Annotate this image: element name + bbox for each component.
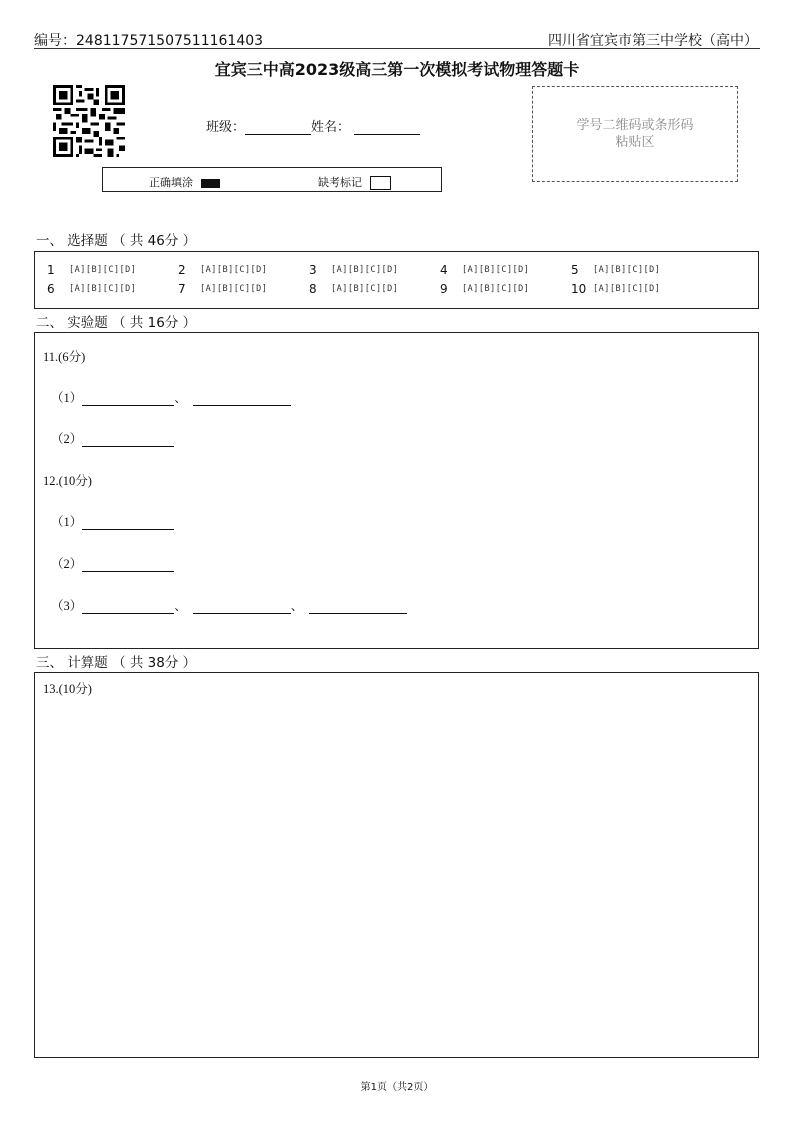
mc-number: 8 <box>309 282 317 296</box>
q11-title: 11.(6分) <box>43 350 86 364</box>
header-divider <box>34 48 760 49</box>
student-info <box>206 116 420 135</box>
q12-part1-label: （1） <box>51 515 83 529</box>
mc-number: 10 <box>571 282 587 296</box>
mc-number: 9 <box>440 282 448 296</box>
mc-number: 3 <box>309 263 317 277</box>
mc-number: 4 <box>440 263 448 277</box>
legend-absent-label: 缺考标记 <box>318 176 362 189</box>
mc-options[interactable]: [A][B][C][D] <box>331 284 399 294</box>
mc-options[interactable]: [A][B][C][D] <box>200 284 268 294</box>
filled-box-icon <box>201 179 220 188</box>
answer-blank[interactable] <box>309 599 407 614</box>
mc-question[interactable] <box>47 282 178 296</box>
class-label: 班级： <box>206 120 246 135</box>
answer-blank[interactable] <box>193 599 291 614</box>
mc-number: 2 <box>178 263 186 277</box>
barcode-line1: 学号二维码或条形码 <box>576 118 694 133</box>
q12-title: 12.(10分) <box>43 474 92 488</box>
section-choice-heading: 一、 选择题 （ 共 46分 ） <box>36 233 197 249</box>
page-footer: 第1页（共2页） <box>360 1082 434 1093</box>
mc-question[interactable] <box>47 263 178 277</box>
separator: 、 <box>290 599 304 613</box>
answer-blank[interactable] <box>82 599 174 614</box>
school-name: 四川省宜宾市第三中学校（高中） <box>548 33 758 49</box>
q12-part2 <box>51 554 174 572</box>
q12-part1 <box>51 512 174 530</box>
legend-absent <box>318 174 391 190</box>
fill-legend <box>102 167 442 192</box>
q12-part3-label: （3） <box>51 599 83 613</box>
separator: 、 <box>174 391 187 405</box>
mc-options[interactable]: [A][B][C][D] <box>593 284 661 294</box>
q11-part2 <box>51 429 174 447</box>
answer-blank[interactable] <box>193 391 291 406</box>
answer-blank[interactable] <box>82 557 174 572</box>
q12-part2-label: （2） <box>51 557 83 571</box>
answer-blank[interactable] <box>82 515 174 530</box>
absent-checkbox[interactable] <box>370 176 391 190</box>
barcode-line2: 粘贴区 <box>615 135 655 150</box>
mc-row-1 <box>47 263 702 277</box>
mc-options[interactable]: [A][B][C][D] <box>200 265 268 275</box>
experiment-box <box>34 332 759 649</box>
mc-question[interactable] <box>309 263 440 277</box>
mc-number: 5 <box>571 263 579 277</box>
mc-question[interactable] <box>440 263 571 277</box>
mc-options[interactable]: [A][B][C][D] <box>462 265 530 275</box>
mc-options[interactable]: [A][B][C][D] <box>331 265 399 275</box>
serial-number <box>34 30 263 50</box>
mc-number: 6 <box>47 282 55 296</box>
q11-part1 <box>51 388 291 406</box>
q13-title: 13.(10分) <box>43 682 92 696</box>
name-field[interactable] <box>354 134 420 135</box>
mc-question[interactable] <box>571 282 702 296</box>
answer-blank[interactable] <box>82 391 174 406</box>
barcode-paste-area <box>532 86 738 182</box>
section-calc-heading: 三、 计算题 （ 共 38分 ） <box>36 655 197 671</box>
mc-options[interactable]: [A][B][C][D] <box>462 284 530 294</box>
q12-part3 <box>51 596 407 614</box>
mc-question[interactable] <box>571 263 702 277</box>
name-label: 姓名： <box>311 120 351 135</box>
mc-options[interactable]: [A][B][C][D] <box>69 284 137 294</box>
serial-value: 24811757150751116140​3 <box>76 33 264 49</box>
mc-question[interactable] <box>440 282 571 296</box>
mc-row-2 <box>47 282 702 296</box>
answer-blank[interactable] <box>82 432 174 447</box>
legend-correct <box>149 174 220 190</box>
calc-answer-box[interactable] <box>34 672 759 1058</box>
mc-options[interactable]: [A][B][C][D] <box>69 265 137 275</box>
choice-box <box>34 251 759 309</box>
q11-part2-label: （2） <box>51 432 83 446</box>
serial-label: 编号： <box>34 33 76 49</box>
section-experiment-heading: 二、 实验题 （ 共 16分 ） <box>36 315 197 331</box>
mc-question[interactable] <box>178 263 309 277</box>
legend-correct-label: 正确填涂 <box>149 176 193 189</box>
mc-question[interactable] <box>178 282 309 296</box>
mc-question[interactable] <box>309 282 440 296</box>
mc-options[interactable]: [A][B][C][D] <box>593 265 661 275</box>
qr-code-icon <box>53 85 125 157</box>
mc-number: 1 <box>47 263 55 277</box>
page-title: 宜宾三中高2023级高三第一次模拟考试物理答题卡 <box>214 60 580 79</box>
mc-number: 7 <box>178 282 186 296</box>
class-field[interactable] <box>245 134 311 135</box>
separator: 、 <box>174 599 187 613</box>
q11-part1-label: （1） <box>51 391 83 405</box>
